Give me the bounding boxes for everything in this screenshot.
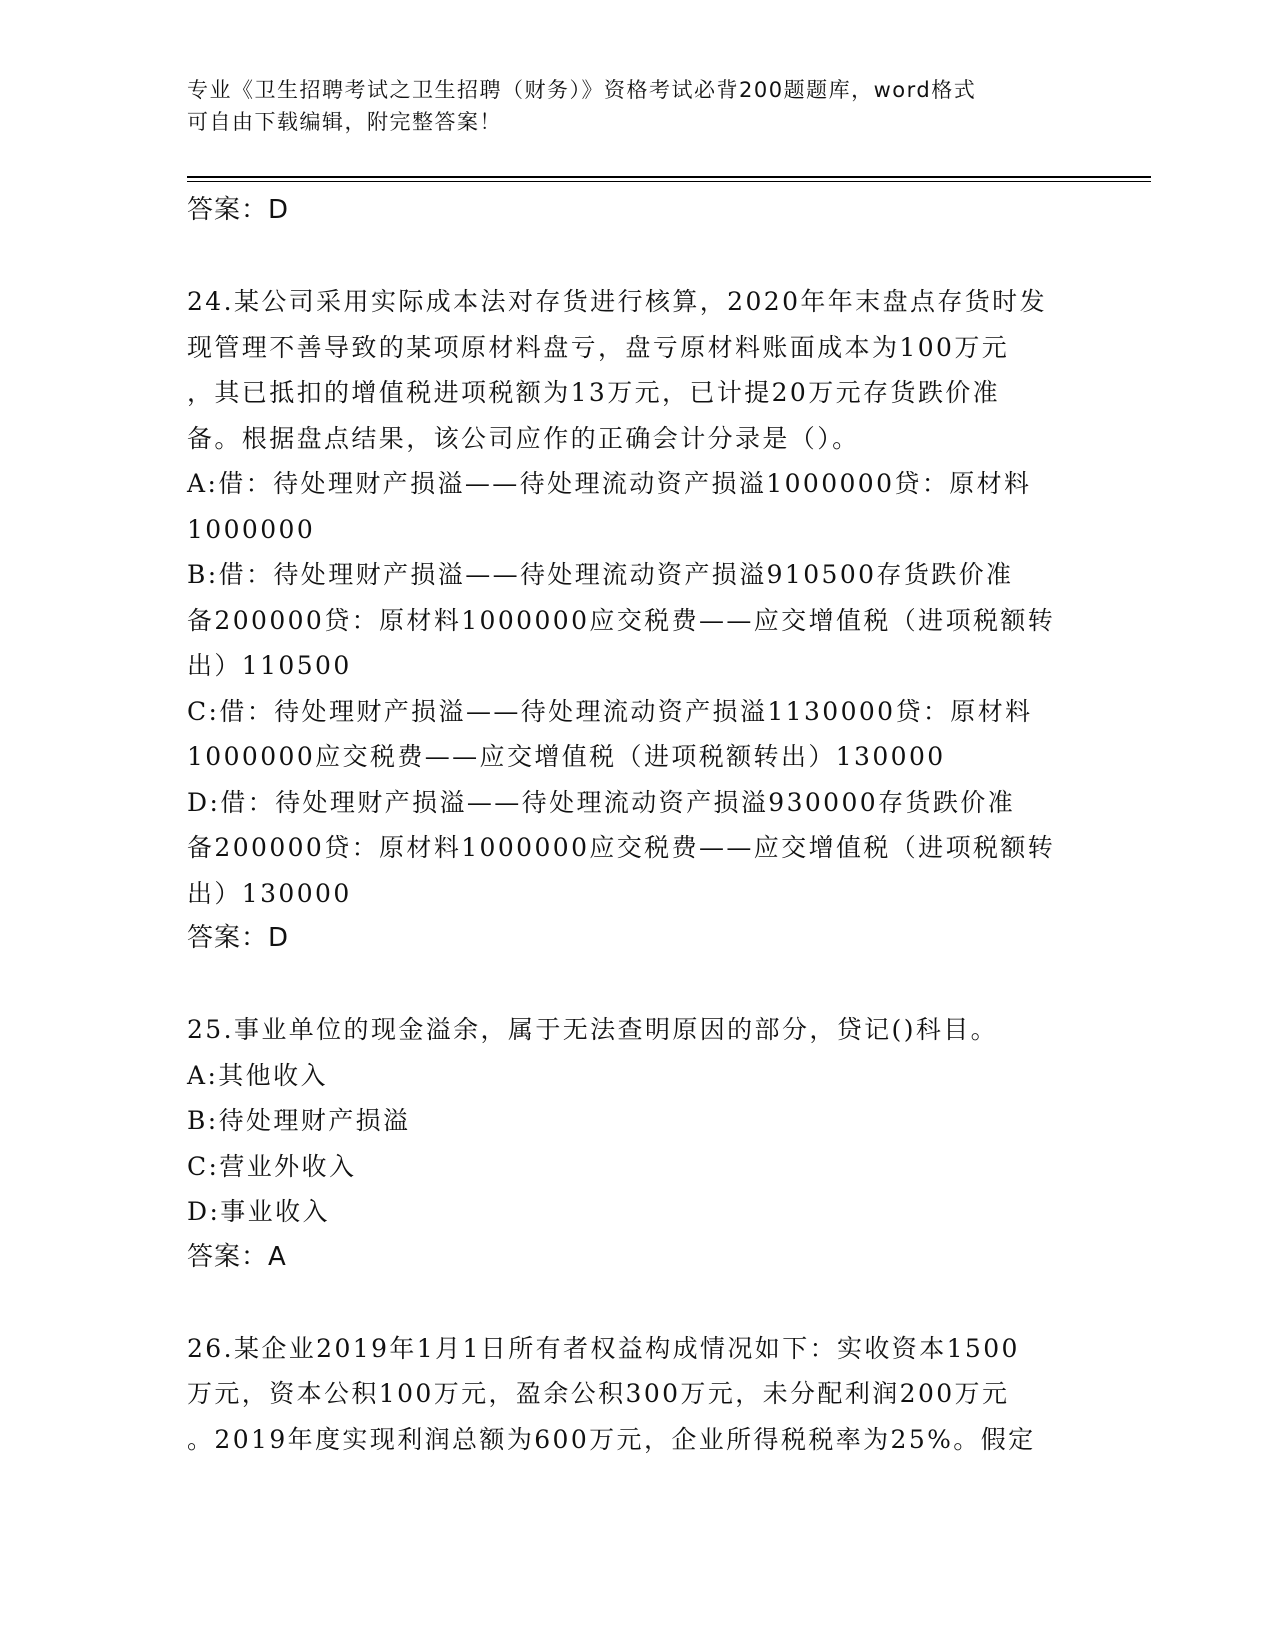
spacer: [187, 234, 1087, 280]
question-24-answer: 答案：D: [187, 923, 290, 953]
header-divider-thick: [187, 176, 1151, 178]
question-24-option-b: 出）110500: [187, 651, 352, 680]
question-24-option-c: C:借：待处理财产损溢——待处理流动资产损溢1130000贷：原材料: [187, 696, 1033, 726]
question-24-stem-line: 备。根据盘点结果，该公司应作的正确会计分录是（）。: [187, 423, 860, 453]
question-24-option-b: 备200000贷：原材料1000000应交税费——应交增值税（进项税额转: [187, 605, 1056, 635]
question-26: [187, 1326, 1087, 1463]
question-content: [187, 188, 1087, 1462]
question-26-stem-line: 26.某企业2019年1月1日所有者权益构成情况如下：实收资本1500: [187, 1333, 1020, 1363]
header-line-2: 可自由下载编辑，附完整答案！: [187, 110, 502, 134]
question-25: [187, 1007, 1087, 1280]
question-24-option-d: D:借：待处理财产损溢——待处理流动资产损溢930000存货跌价准: [187, 787, 1016, 817]
question-24-option-a: 1000000: [187, 514, 316, 544]
document-header: [187, 74, 1087, 138]
header-divider-thin: [187, 181, 1151, 182]
previous-answer: 答案：D: [187, 195, 290, 225]
spacer: [187, 962, 1087, 1008]
spacer: [187, 1280, 1087, 1326]
question-25-answer: 答案：A: [187, 1241, 287, 1272]
question-24-option-c: 1000000应交税费——应交增值税（进项税额转出）130000: [187, 742, 946, 771]
question-24: [187, 279, 1087, 962]
question-25-option-a: A:其他收入: [187, 1060, 328, 1090]
question-24-option-b: B:借：待处理财产损溢——待处理流动资产损溢910500存货跌价准: [187, 560, 1014, 589]
question-24-stem-line: 现管理不善导致的某项原材料盘亏，盘亏原材料账面成本为100万元: [187, 332, 1010, 362]
question-25-option-d: D:事业收入: [187, 1197, 330, 1226]
question-24-option-d: 备200000贷：原材料1000000应交税费——应交增值税（进项税额转: [187, 833, 1056, 862]
header-line-1: 专业《卫生招聘考试之卫生招聘（财务）》资格考试必背200题题库，word格式: [187, 78, 977, 102]
question-25-option-b: B:待处理财产损溢: [187, 1106, 411, 1135]
question-24-option-a: A:借：待处理财产损溢——待处理流动资产损溢1000000贷：原材料: [187, 469, 1032, 498]
question-24-option-d: 出）130000: [187, 878, 352, 908]
question-24-stem-line: 24.某公司采用实际成本法对存货进行核算，2020年年末盘点存货时发: [187, 287, 1047, 316]
question-26-stem-line: 。2019年度实现利润总额为600万元，企业所得税税率为25%。假定: [187, 1424, 1036, 1454]
question-25-stem: 25.事业单位的现金溢余，属于无法查明原因的部分，贷记()科目。: [187, 1015, 999, 1044]
question-24-stem-line: ，其已抵扣的增值税进项税额为13万元，已计提20万元存货跌价准: [187, 378, 1001, 407]
question-26-stem-line: 万元，资本公积100万元，盈余公积300万元，未分配利润200万元: [187, 1379, 1010, 1408]
question-25-option-c: C:营业外收入: [187, 1151, 357, 1181]
